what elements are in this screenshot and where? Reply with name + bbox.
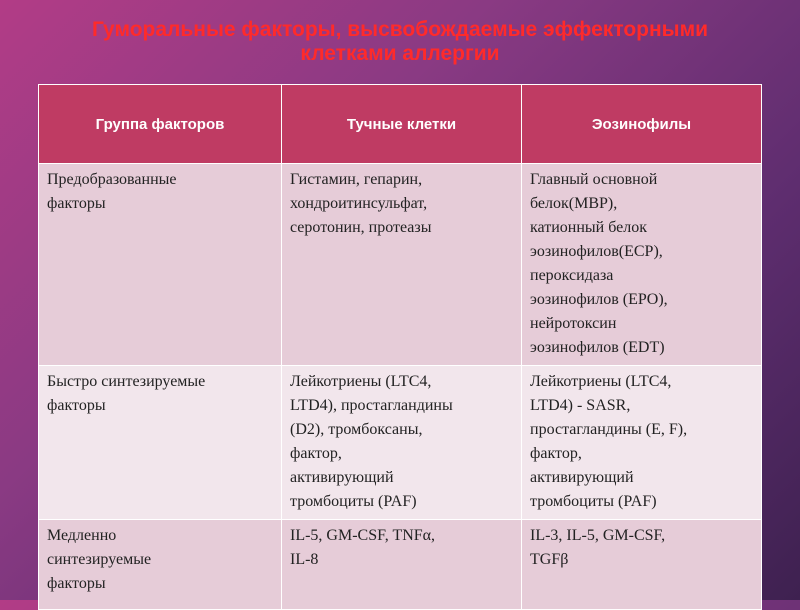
cell-text-line: белок(MBP),	[530, 195, 618, 212]
cell-eosinophils	[522, 366, 762, 520]
cell-text-line: эозинофилов (EDT)	[530, 339, 665, 356]
cell-mast-cells	[282, 520, 522, 610]
cell-text-line: фактор,	[530, 445, 582, 462]
cell-eosinophils	[522, 164, 762, 366]
cell-text-line: пероксидаза	[530, 267, 614, 284]
cell-factor-group	[39, 164, 282, 366]
cell-text-line: катионный белок	[530, 219, 647, 236]
cell-eosinophils	[522, 520, 762, 610]
header-mast-cells: Тучные клетки	[282, 85, 522, 164]
header-eosinophils: Эозинофилы	[522, 85, 762, 164]
cell-text-line: простагландины (E, F),	[530, 421, 688, 438]
cell-text-line: LTD4) - SASR,	[530, 397, 631, 414]
cell-text-line: факторы	[47, 397, 106, 414]
factors-table	[38, 84, 762, 610]
cell-factor-group	[39, 366, 282, 520]
cell-text-line: факторы	[47, 195, 106, 212]
cell-text-line: тромбоциты (PAF)	[530, 493, 657, 510]
cell-text-line: эозинофилов (EPO),	[530, 291, 668, 308]
table-header-row	[39, 85, 762, 164]
cell-text-line: Предобразованные	[47, 171, 177, 188]
cell-text-line: синтезируемые	[47, 551, 152, 568]
cell-text-line: IL-8	[290, 551, 319, 568]
cell-text-line: серотонин, протеазы	[290, 219, 432, 236]
cell-text-line: Медленно	[47, 527, 117, 544]
cell-text-line: (D2), тромбоксаны,	[290, 421, 423, 438]
cell-mast-cells	[282, 366, 522, 520]
table-row	[39, 366, 762, 520]
cell-text-line: хондроитинсульфат,	[290, 195, 428, 212]
cell-text-line: IL-3, IL-5, GM-CSF,	[530, 527, 666, 544]
cell-text-line: эозинофилов(ECP),	[530, 243, 663, 260]
slide-title-line-2: клетками аллергии	[300, 42, 500, 65]
cell-text-line: фактор,	[290, 445, 342, 462]
cell-text-line: тромбоциты (PAF)	[290, 493, 417, 510]
header-factor-group: Группа факторов	[39, 85, 282, 164]
cell-text-line: TGFβ	[530, 551, 569, 568]
cell-text-line: IL-5, GM-CSF, TNFα,	[290, 527, 436, 544]
cell-text-line: Гистамин, гепарин,	[290, 171, 423, 188]
cell-text-line: LTD4), простагландины	[290, 397, 453, 414]
cell-factor-group	[39, 520, 282, 610]
slide-title-line-1: Гуморальные факторы, высвобождаемые эффекторными	[91, 18, 709, 41]
cell-text-line: активирующий	[290, 469, 394, 486]
cell-mast-cells	[282, 164, 522, 366]
table-row	[39, 520, 762, 610]
cell-text-line: активирующий	[530, 469, 634, 486]
cell-text-line: Быстро синтезируемые	[47, 373, 206, 390]
cell-text-line: Главный основной	[530, 171, 658, 188]
table-row	[39, 164, 762, 366]
cell-text-line: нейротоксин	[530, 315, 617, 332]
cell-text-line: Лейкотриены (LTC4,	[290, 373, 432, 390]
cell-text-line: Лейкотриены (LTC4,	[530, 373, 672, 390]
cell-text-line: факторы	[47, 575, 106, 592]
slide-title	[40, 18, 760, 66]
